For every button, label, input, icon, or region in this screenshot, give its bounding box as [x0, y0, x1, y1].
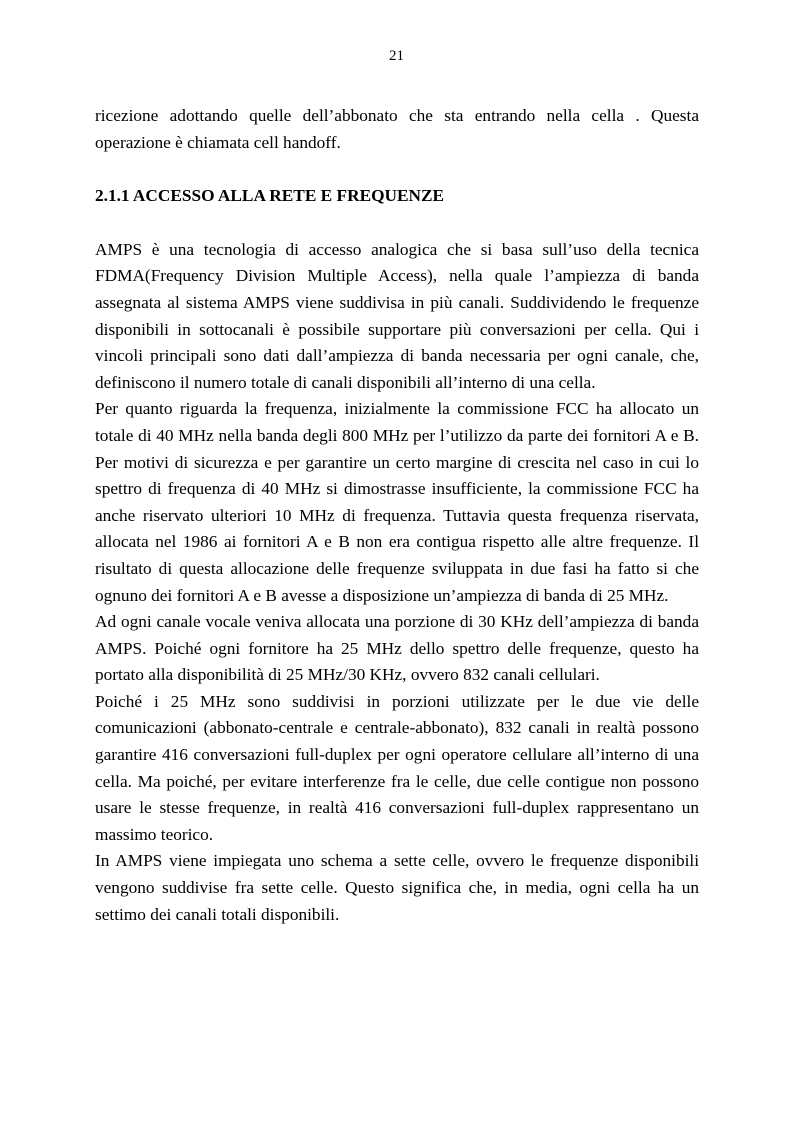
page-number: 21	[389, 48, 404, 64]
spacer	[95, 156, 699, 183]
paragraph-amps-fdma: AMPS è una tecnologia di accesso analogica che si basa sull’uso della tecnica FDMA(Frequency Division Multiple Access), nella quale l’ampiezza di banda assegnata al sistema AMPS viene suddivisa in più canali. Suddividendo le frequenze disponibili in sottocanali è possibile supportare più conversazioni per cella. Qui i vincoli principali sono dati dall’ampiezza di banda necessaria per ogni canale, che, definiscono il numero totale di canali disponibili all’interno di una cella.	[95, 239, 699, 392]
document-body	[95, 103, 699, 928]
paragraph-voice-channel: Ad ogni canale vocale veniva allocata una porzione di 30 KHz dell’ampiezza di banda AMPS. Poiché ogni fornitore ha 25 MHz dello spettro delle frequenze, questo ha portato alla disponibilità di 25 MHz/30 KHz, ovvero 832 canali cellulari.	[95, 612, 699, 685]
paragraph-seven-cell-scheme: In AMPS viene impiegata uno schema a sette celle, ovvero le frequenze disponibili vengono suddivise fra sette celle. Questo significa che, in media, ogni cella ha un settimo dei canali totali disponibili.	[95, 851, 699, 924]
paragraph-fcc-allocation: Per quanto riguarda la frequenza, inizialmente la commissione FCC ha allocato un totale di 40 MHz nella banda degli 800 MHz per l’utilizzo da parte dei fornitori A e B. Per motivi di sicurezza e per garantire un certo margine di crescita nel caso in cui lo spettro di frequenza di 40 MHz si dimostrasse insufficiente, la commissione FCC ha anche riservato ulteriori 10 MHz di frequenza. Tuttavia questa frequenza riservata, allocata nel 1986 ai fornitori A e B non era contigua rispetto alle altre frequenze. Il risultato di questa allocazione delle frequenze sviluppata in due fasi ha fatto si che ognuno dei fornitori A e B avesse a disposizione un’ampiezza di banda di 25 MHz.	[95, 399, 699, 605]
section-heading: 2.1.1 ACCESSO ALLA RETE E FREQUENZE	[95, 186, 445, 206]
spacer	[95, 210, 699, 237]
paragraph-full-duplex: Poiché i 25 MHz sono suddivisi in porzioni utilizzate per le due vie delle comunicazioni (abbonato-centrale e centrale-abbonato), 832 canali in realtà possono garantire 416 conversazioni full-duplex per ogni operatore cellulare all’interno di una cella. Ma poiché, per evitare interferenze fra le celle, due celle contigue non possono usare le stesse frequenze, in realtà 416 conversazioni full-duplex rappresentano un massimo teorico.	[95, 691, 699, 844]
intro-paragraph: ricezione adottando quelle dell’abbonato che sta entrando nella cella . Questa operazione è chiamata cell handoff.	[95, 106, 699, 152]
